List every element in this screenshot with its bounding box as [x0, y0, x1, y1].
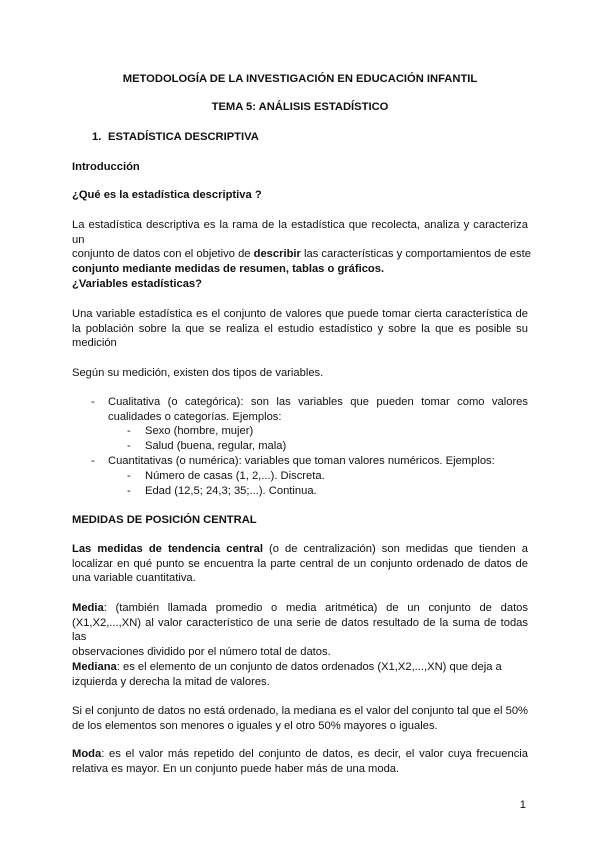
paragraph-variable-definition [72, 307, 528, 351]
paragraph-variable-types: Según su medición, existen dos tipos de variables. [72, 367, 324, 379]
list-item-quantitative: Cuantitativas (o numérica): variables que toman valores numéricos. Ejemplos: [108, 455, 495, 467]
sublist-item: Número de casas (1, 2,...). Discreta. [145, 470, 325, 482]
list-bullet: - [91, 455, 95, 467]
sublist-bullet: - [127, 440, 131, 452]
topic-title: TEMA 5: ANÁLISIS ESTADÍSTICO [211, 101, 389, 113]
sublist-item: Edad (12,5; 24,3; 35;...). Continua. [145, 485, 317, 497]
sublist-bullet: - [127, 470, 131, 482]
term-moda: Moda [72, 748, 102, 760]
paragraph-line: La estadística descriptiva es la rama de la estadística que recolecta, analiza y caracteriza un [72, 219, 528, 246]
paragraph-line: Una variable estadística es el conjunto de valores que puede tomar cierta característica de [72, 308, 528, 320]
paragraph-line: conjunto de datos con el objetivo de describir las características y comportamientos de este [72, 248, 531, 261]
intro-heading: Introducción [72, 161, 140, 173]
sublist-bullet: - [127, 485, 131, 497]
sublist-bullet: - [127, 425, 131, 437]
paragraph-central-tendency: Las medidas de tendencia central (o de centralización) son medidas que tienden a localizar en qué punto se encuentra la parte central de un conjunto ordenado de datos de una variable cuantitativa. [72, 543, 528, 585]
list-item-qualitative: Cualitativa (o categórica): son las variables que pueden tomar como valores cualidades o categorías. Ejemplos: [108, 396, 528, 423]
section-title: ESTADÍSTICA DESCRIPTIVA [108, 131, 259, 143]
sublist-item: Sexo (hombre, mujer) [145, 425, 254, 437]
question-heading-variables: ¿Variables estadísticas? [72, 278, 202, 290]
question-heading-descriptive: ¿Qué es la estadística descriptiva ? [72, 189, 262, 201]
sublist-item: Salud (buena, regular, mala) [145, 440, 287, 452]
paragraph-median-unordered: Si el conjunto de datos no está ordenado, la mediana es el valor del conjunto tal que el 50% de los elementos son menores o iguales y el otro 50% mayores o iguales. [72, 705, 528, 732]
paragraph-line: medición [72, 337, 117, 350]
section-number: 1. [92, 131, 102, 143]
page-number: 1 [519, 799, 526, 811]
paragraph-descriptive-definition [72, 218, 531, 276]
term-media: Media [72, 602, 104, 614]
term-mediana: Mediana [72, 661, 117, 673]
course-title: METODOLOGÍA DE LA INVESTIGACIÓN EN EDUCACIÓN INFANTIL [122, 73, 478, 85]
list-bullet: - [91, 396, 95, 408]
term-central-tendency: Las medidas de tendencia central [72, 543, 263, 555]
central-measures-heading: MEDIDAS DE POSICIÓN CENTRAL [72, 514, 257, 526]
paragraph-line: la población sobre la que se realiza el estudio estadístico y sobre la que es posible su [72, 322, 528, 335]
paragraph-line-bold: conjunto mediante medidas de resumen, tablas o gráficos. [72, 262, 385, 275]
emphasis-describir: describir [253, 248, 301, 261]
paragraph-mean: Media: (también llamada promedio o media aritmética) de un conjunto de datos (X1,X2,...,XN) al valor característico de una serie de datos resultado de la suma de todas las observaciones dividido por el número total de datos. [72, 602, 528, 658]
paragraph-median: Mediana: es el elemento de un conjunto de datos ordenados (X1,X2,...,XN) que deja a izquierda y derecha la mitad de valores. [72, 661, 502, 688]
paragraph-mode: Moda: es el valor más repetido del conjunto de datos, es decir, el valor cuya frecuencia relativa es mayor. En un conjunto puede haber más de una moda. [72, 748, 528, 775]
